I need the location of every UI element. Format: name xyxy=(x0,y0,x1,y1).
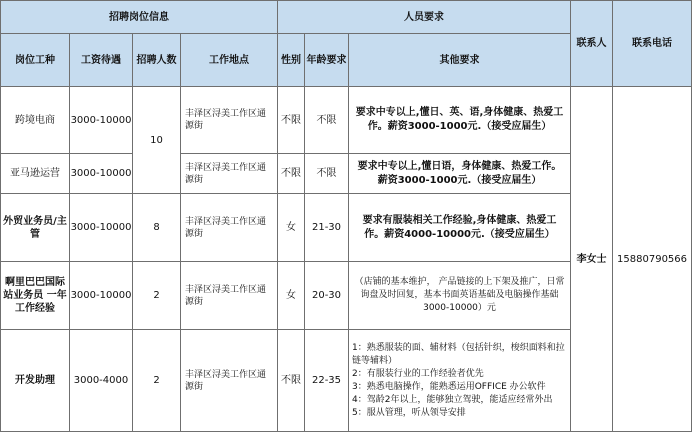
other-requirements-cell xyxy=(349,330,571,432)
count-cell: 2 xyxy=(133,330,181,432)
other-requirements-cell: 要求有服装相关工作经验,身体健康、热爱工作。薪资4000-10000元.（接受应届生） xyxy=(349,194,571,262)
header-job-type: 岗位工种 xyxy=(1,34,70,87)
requirement-line: 3：熟悉电脑操作，能熟悉运用OFFICE 办公软件 xyxy=(352,381,546,392)
header-gender: 性别 xyxy=(278,34,305,87)
job-type-cell: 外贸业务员/主管 xyxy=(1,194,70,262)
requirement-line: 4：驾龄2年以上，能够独立驾驶，能适应经常外出 xyxy=(352,394,553,405)
age-cell: 21-30 xyxy=(305,194,349,262)
age-cell: 20-30 xyxy=(305,262,349,330)
age-cell: 不限 xyxy=(305,154,349,194)
header-count: 招聘人数 xyxy=(133,34,181,87)
location-cell: 丰泽区浔美工作区通源街 xyxy=(181,154,278,194)
header-other: 其他要求 xyxy=(349,34,571,87)
other-requirements-cell: 要求中专以上,懂日语，身体健康、热爱工作。薪资3000-1000元.（接受应届生） xyxy=(349,154,571,194)
other-requirements-cell: （店铺的基本维护， 产品链接的上下架及推广，日常询盘及时回复，基本书面英语基础及电脑操作基础3000-10000）元 xyxy=(349,262,571,330)
count-cell: 8 xyxy=(133,194,181,262)
other-requirements-cell: 要求中专以上,懂日、英、语,身体健康、热爱工作。薪资3000-1000元.（接受应届生） xyxy=(349,87,571,154)
salary-cell: 3000-10000 xyxy=(70,154,133,194)
header-age: 年龄要求 xyxy=(305,34,349,87)
age-cell: 不限 xyxy=(305,87,349,154)
job-type-cell: 啊里巴巴国际站业务员 一年工作经验 xyxy=(1,262,70,330)
header-group-job: 招聘岗位信息 xyxy=(1,1,278,34)
requirement-line: 5：服从管理，听从领导安排 xyxy=(352,407,466,418)
header-phone: 联系电话 xyxy=(613,1,692,87)
gender-cell: 不限 xyxy=(278,87,305,154)
contact-name-cell: 李女士 xyxy=(571,87,613,432)
location-cell: 丰泽区浔美工作区通源街 xyxy=(181,330,278,432)
salary-cell: 3000-4000 xyxy=(70,330,133,432)
age-cell: 22-35 xyxy=(305,330,349,432)
location-cell: 丰泽区浔美工作区通源街 xyxy=(181,87,278,154)
job-type-cell: 亚马逊运营 xyxy=(1,154,70,194)
gender-cell: 不限 xyxy=(278,154,305,194)
salary-cell: 3000-10000 xyxy=(70,87,133,154)
header-group-requirements: 人员要求 xyxy=(278,1,571,34)
gender-cell: 不限 xyxy=(278,330,305,432)
location-cell: 丰泽区浔美工作区通源街 xyxy=(181,194,278,262)
gender-cell: 女 xyxy=(278,262,305,330)
count-cell: 2 xyxy=(133,262,181,330)
gender-cell: 女 xyxy=(278,194,305,262)
header-contact: 联系人 xyxy=(571,1,613,87)
requirement-line: 1：熟悉服装的面、辅材料（包括针织，梭织面料和拉链等辅料） xyxy=(352,342,565,366)
salary-cell: 3000-10000 xyxy=(70,262,133,330)
salary-cell: 3000-10000 xyxy=(70,194,133,262)
header-salary: 工资待遇 xyxy=(70,34,133,87)
job-type-cell: 开发助理 xyxy=(1,330,70,432)
count-cell: 10 xyxy=(133,87,181,194)
location-cell: 丰泽区浔美工作区通源街 xyxy=(181,262,278,330)
requirement-line: 2：有服装行业的工作经验者优先 xyxy=(352,368,484,379)
contact-phone-cell: 15880790566 xyxy=(613,87,692,432)
job-type-cell: 跨境电商 xyxy=(1,87,70,154)
header-location: 工作地点 xyxy=(181,34,278,87)
table-row xyxy=(1,87,692,154)
